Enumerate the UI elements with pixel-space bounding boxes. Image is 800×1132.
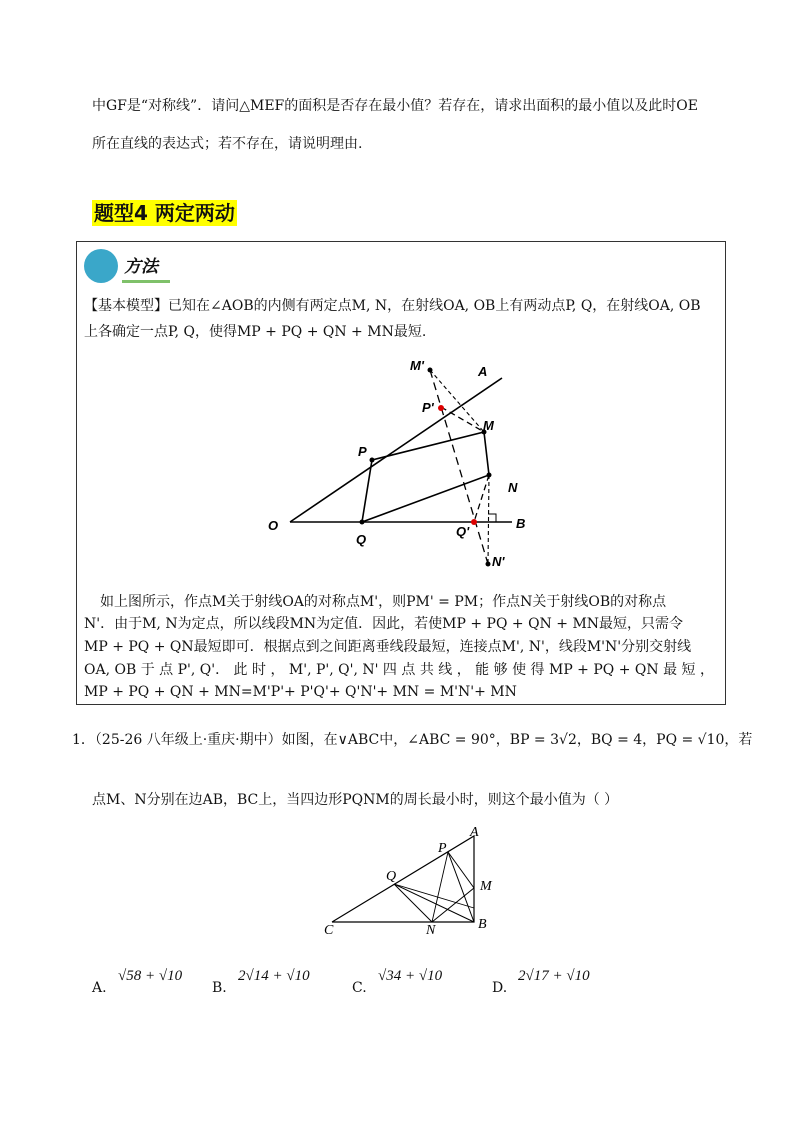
- option-b-letter: B.: [212, 980, 227, 996]
- point-qprime: [471, 519, 477, 525]
- option-c-value: √34 + √10: [378, 968, 443, 984]
- option-a-value: √58 + √10: [118, 968, 183, 984]
- ray-oa: [290, 378, 502, 522]
- model-figure: [240, 350, 560, 580]
- point-q: [360, 520, 365, 525]
- explanation-line-2: N'．由于M, N为定点，所以线段MN为定值．因此，若使MP + PQ + QN + MN最短，只需令: [84, 616, 684, 632]
- explanation-line-3: MP + PQ + QN最短即可．根据点到之间距离垂线段最短，连接点M', N'，线段M'N'分别交射线: [84, 639, 692, 655]
- label-q: Q: [356, 532, 367, 547]
- explanation-line-4: OA, OB 于 点 P', Q'． 此 时 ， M', P', Q', N' 四 点 共 线 ， 能 够 使 得 MP + PQ + QN 最 短 ，: [84, 662, 714, 678]
- segment-pm: [448, 852, 474, 888]
- label-mprime: M': [410, 358, 424, 373]
- label-a: A: [478, 364, 488, 379]
- line-pprime-m: [441, 407, 484, 432]
- fig2-label-a: A: [470, 826, 479, 840]
- label-n: N: [508, 480, 518, 495]
- label-p: P: [358, 444, 367, 459]
- triangle-abc: [332, 836, 474, 922]
- fig2-label-p: P: [438, 841, 447, 856]
- fig2-label-c: C: [324, 923, 334, 938]
- label-qprime: Q': [456, 524, 470, 539]
- label-o: O: [268, 518, 279, 533]
- option-c-letter: C.: [352, 980, 367, 996]
- method-badge-icon: [84, 249, 118, 283]
- fig2-label-q: Q: [386, 869, 397, 884]
- line-n-nprime: [488, 475, 489, 564]
- method-badge-label: 方法: [124, 257, 158, 277]
- quadrilateral-pqnm: [362, 432, 489, 522]
- question-figure: [320, 826, 500, 938]
- method-badge-underline: [122, 280, 170, 283]
- model-line-2: 上各确定一点P, Q，使得MP + PQ + QN + MN最短.: [84, 324, 427, 340]
- option-d-value: 2√17 + √10: [518, 968, 590, 984]
- fig2-label-b: B: [478, 917, 487, 932]
- intro-line-2: 所在直线的表达式；若不存在，请说明理由.: [92, 136, 363, 152]
- label-m: M: [483, 418, 494, 433]
- model-line-1: 【基本模型】已知在∠AOB的内侧有两定点M, N，在射线OA, OB上有两动点P, Q，在射线OA, OB: [84, 298, 701, 314]
- question-line-1: 1．（25-26 八年级上·重庆·期中）如图，在∨ABC中，∠ABC = 90°，BP = 3√2，BQ = 4，PQ = √10，若: [72, 732, 753, 748]
- option-d-letter: D.: [492, 980, 508, 996]
- point-p: [370, 458, 375, 463]
- section-title: 题型4 两定两动: [94, 201, 235, 225]
- right-angle-mark: [488, 514, 496, 522]
- explanation-line-1: 如上图所示，作点M关于射线OA的对称点M'，则PM' = PM；作点N关于射线OB的对称点: [100, 594, 667, 610]
- explanation-line-5: MP + PQ + QN + MN=M'P'+ P'Q'+ Q'N'+ MN = M'N'+ MN: [84, 684, 517, 700]
- label-nprime: N': [492, 554, 505, 569]
- label-b: B: [516, 516, 526, 531]
- point-n: [487, 473, 492, 478]
- fig2-label-m: M: [480, 879, 492, 894]
- fig2-label-n: N: [426, 923, 436, 938]
- question-line-2: 点M、N分别在边AB，BC上，当四边形PQNM的周长最小时，则这个最小值为（ ）: [92, 792, 619, 808]
- point-nprime: [486, 562, 491, 567]
- option-b-value: 2√14 + √10: [238, 968, 310, 984]
- label-pprime: P': [422, 400, 434, 415]
- point-mprime: [428, 368, 433, 373]
- intro-line-1: 中GF是“对称线”．请问△MEF的面积是否存在最小值？若存在，请求出面积的最小值以及此时OE: [92, 98, 698, 114]
- line-n-qprime: [474, 475, 489, 522]
- line-mprime-m: [430, 370, 484, 432]
- option-a-letter: A.: [92, 980, 107, 996]
- point-pprime: [438, 405, 444, 411]
